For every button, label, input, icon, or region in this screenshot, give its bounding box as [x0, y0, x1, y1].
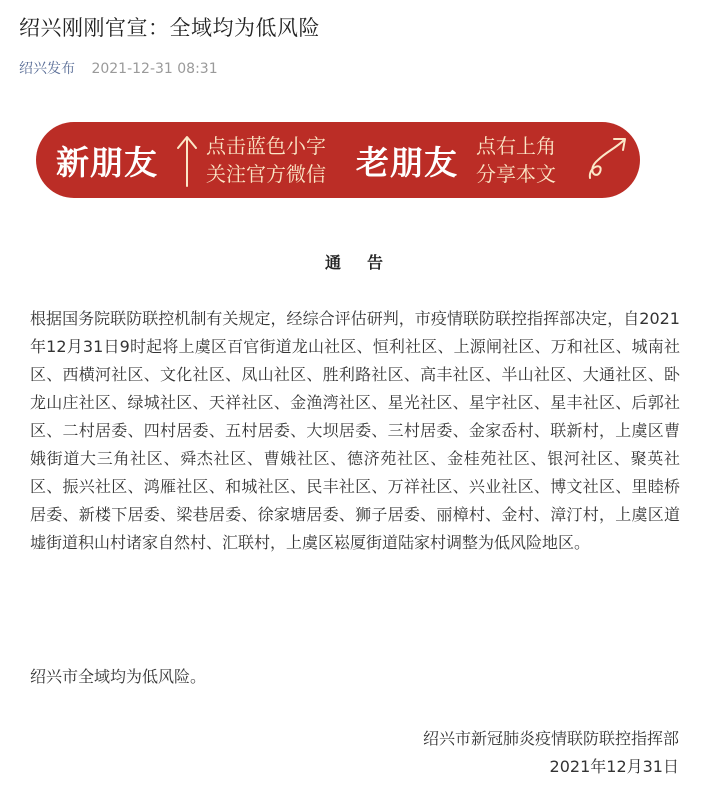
banner-new-friend: 新朋友: [56, 143, 158, 182]
up-arrow-icon: [176, 134, 198, 188]
banner-new-hint: [206, 132, 326, 188]
banner-old-hint-line2: 分享本文: [476, 162, 556, 186]
article-meta: [19, 58, 218, 78]
notice-heading: 通告: [324, 253, 409, 272]
banner-old-hint: [476, 132, 556, 188]
banner-old-hint-line1: 点右上角: [476, 134, 556, 158]
signature-organization: 绍兴市新冠肺炎疫情联防联控指挥部: [422, 729, 679, 748]
publish-date: 2021-12-31 08:31: [91, 61, 218, 77]
article-title: 绍兴刚刚官宣：全域均为低风险: [19, 16, 320, 40]
notice-body: 根据国务院联防联控机制有关规定，经综合评估研判，市疫情联防联控指挥部决定，自2021年12月31日9时起将上虞区百官街道龙山社区、恒利社区、上源闸社区、万和社区、城南社区、西横河社区、文化社区、凤山社区、胜利路社区、高丰社区、半山社区、大通社区、卧龙山庄社区、绿城社区、天祥社区、金渔湾社区、星光社区、星宇社区、星丰社区、后郭社区、二村居委、四村居委、五村居委、大坝居委、三村居委、金家岙村、联新村，上虞区曹娥街道大三角社区、舜杰社区、曹娥社区、德济苑社区、金桂苑社区、银河社区、聚英社区、振兴社区、鸿雁社区、和城社区、民丰社区、万祥社区、兴业社区、博文社区、里睦桥居委、新楼下居委、梁巷居委、徐家塘居委、狮子居委、丽樟村、金村、漳汀村，上虞区道墟街道积山村诸家自然村、汇联村，上虞区崧厦街道陆家村调整为低风险地区。: [30, 309, 680, 552]
signature-date: 2021年12月31日: [549, 757, 679, 776]
banner-old-friend: 老朋友: [356, 143, 458, 182]
banner-new-hint-line1: 点击蓝色小字: [206, 134, 326, 158]
follow-share-banner[interactable]: [36, 122, 640, 198]
author-link[interactable]: 绍兴发布: [19, 61, 75, 77]
notice-signature: [423, 725, 679, 781]
notice-conclusion: 绍兴市全域均为低风险。: [30, 667, 207, 686]
banner-new-hint-line2: 关注官方微信: [206, 162, 326, 186]
share-curl-arrow-icon: [584, 132, 632, 184]
